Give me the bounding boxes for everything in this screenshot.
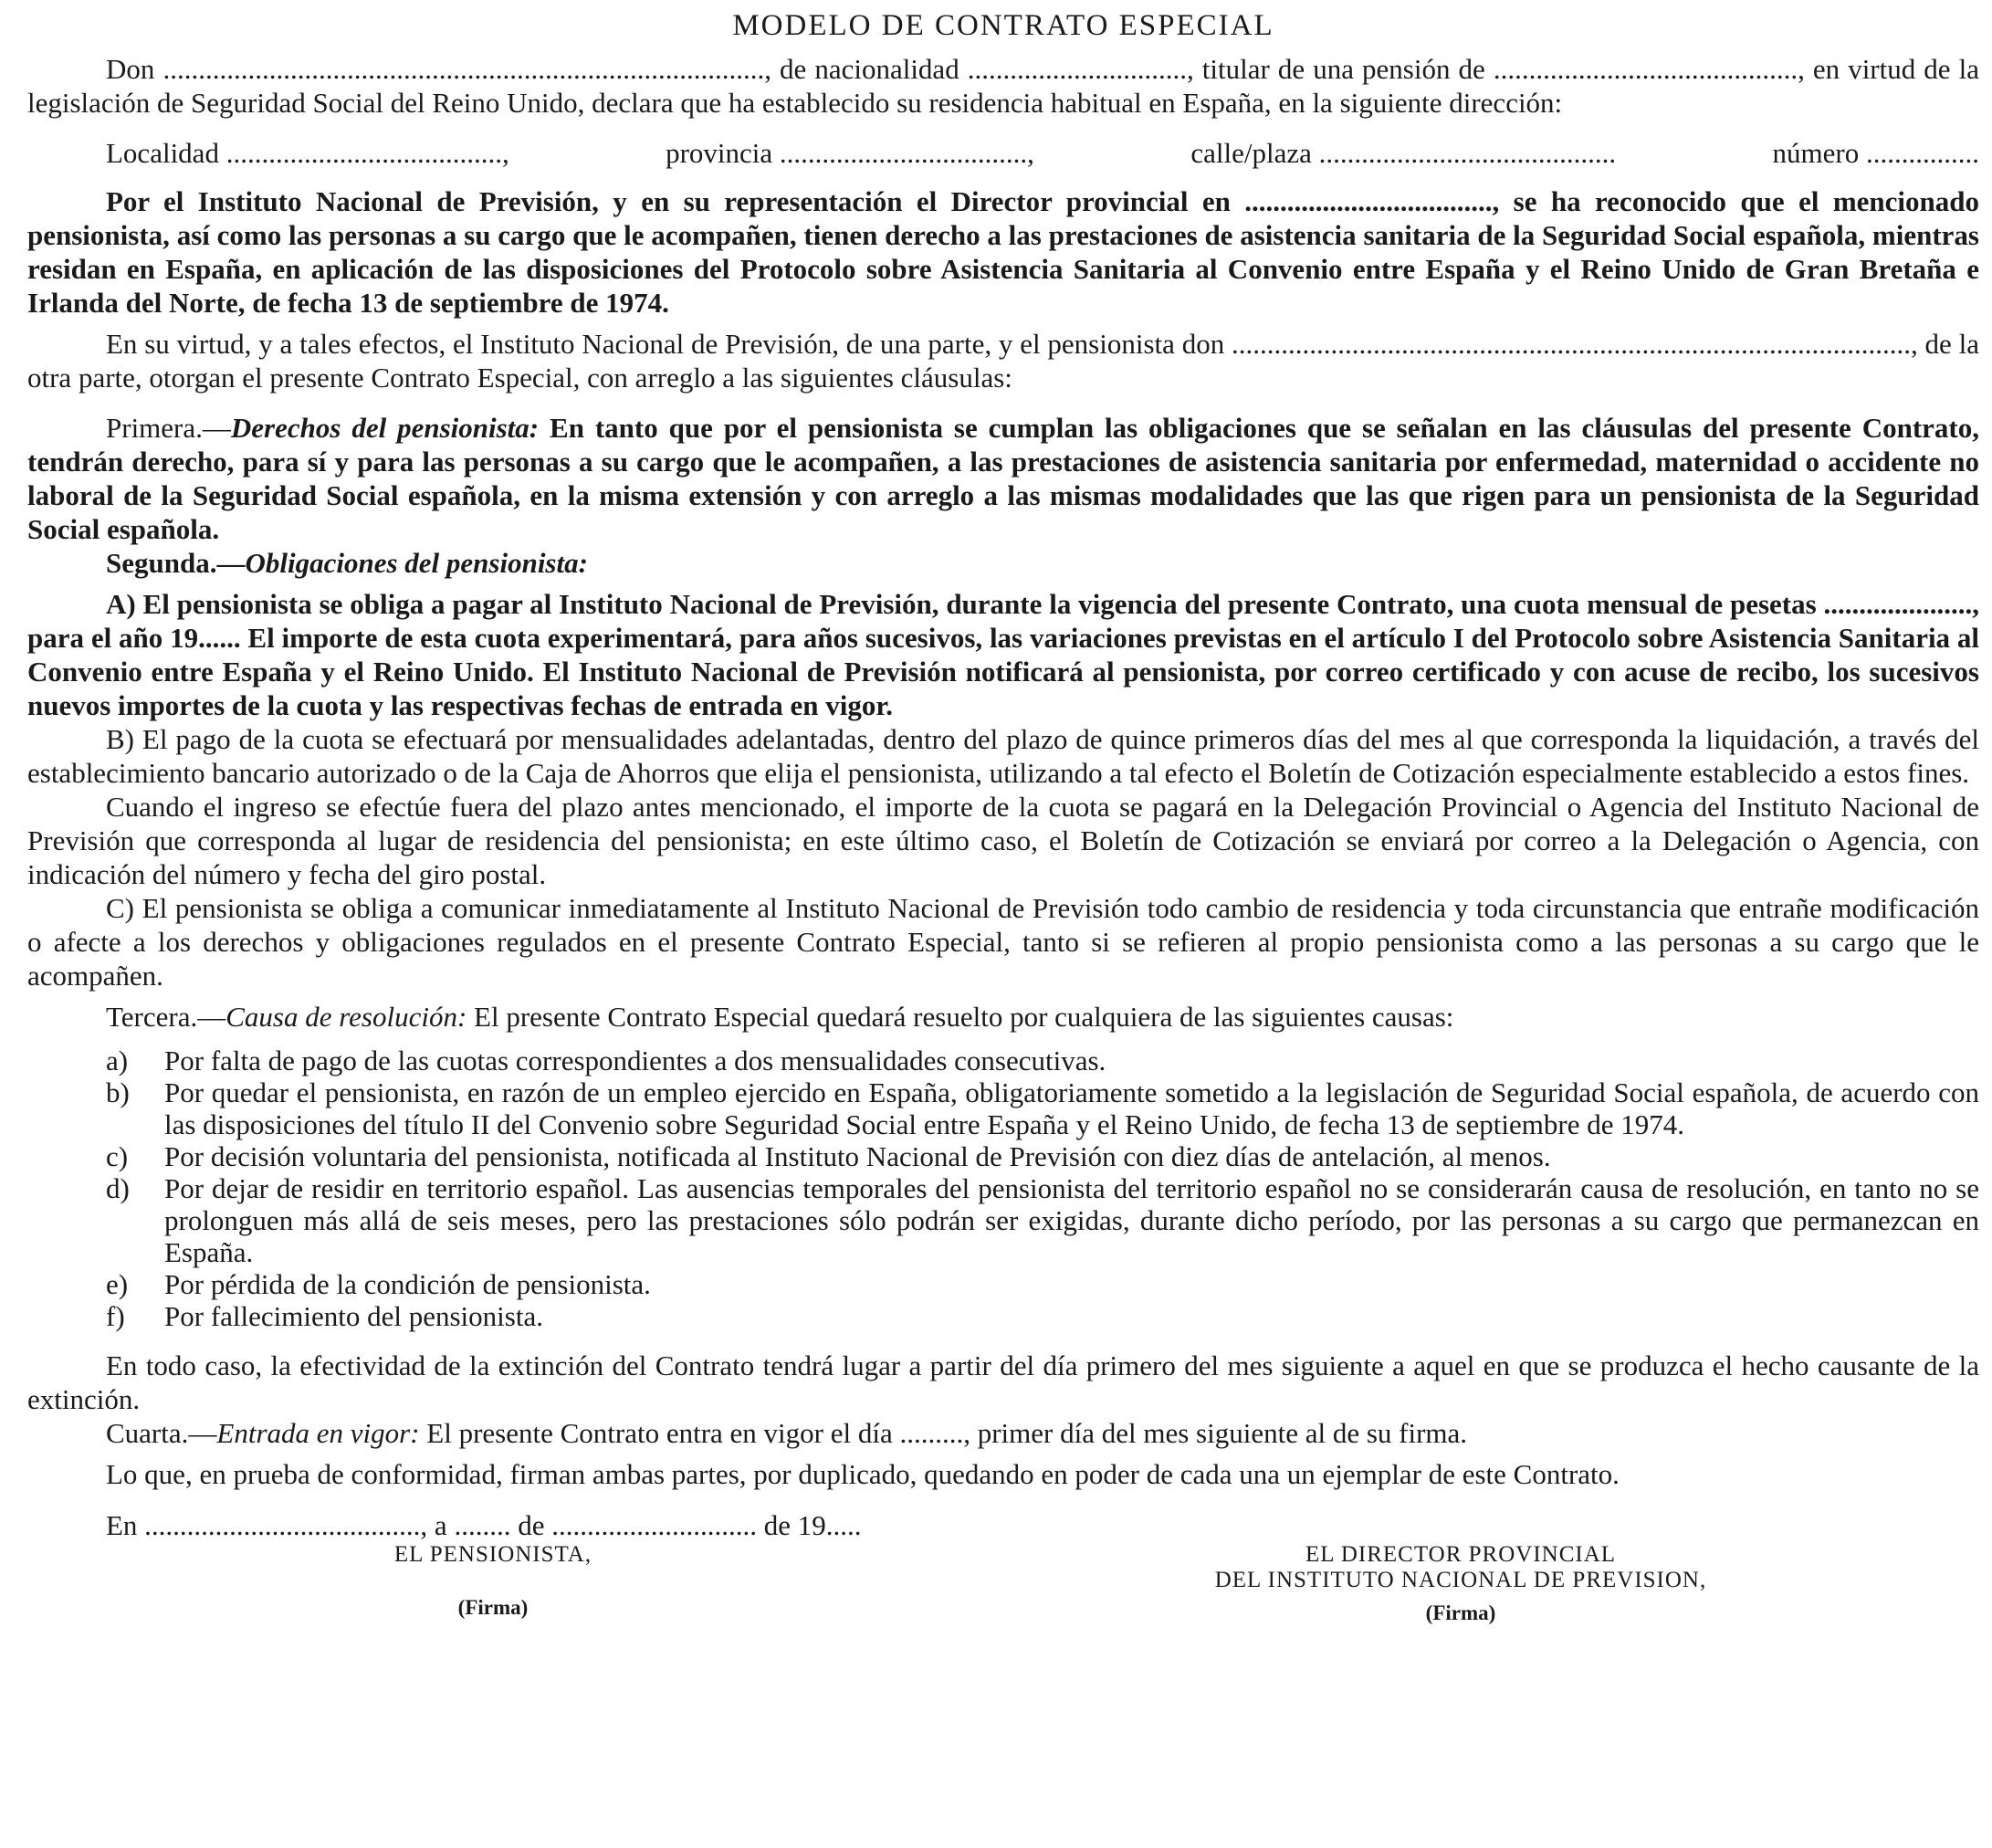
signature-director-title-1: EL DIRECTOR PROVINCIAL bbox=[1305, 1542, 1617, 1567]
signature-pensionista-title: EL PENSIONISTA, bbox=[393, 1542, 592, 1567]
list-item: d) Por dejar de residir en territorio español. Las ausencias temporales del pensionista del territorio español no se considerarán causa de resolución, en tanto no se prolonguen más allá de seis meses, pero las prestaciones sólo podrán ser exigidas, durante dicho período, por las personas a su cargo que permanezcan en España. bbox=[106, 1172, 1979, 1268]
clause-tercera-text: El presente Contrato Especial quedará resuelto por cualquiera de las siguientes causas: bbox=[467, 1001, 1454, 1033]
clause-tercera-heading: Causa de resolución: bbox=[225, 1001, 467, 1033]
clause-primera-text: En tanto que por el pensionista se cumplan las obligaciones que se señalan en las cláusulas del presente Contrato, tendrán derecho, para sí y para las personas a su cargo que le acompañen, a las prestaciones de asistencia sanitaria por enfermedad, maternidad o accidente no laboral de la Seguridad Social española, en la misma extensión y con arreglo a las mismas modalidades que las que rigen para un pensionista de la Seguridad Social española. bbox=[27, 412, 1979, 545]
clause-segunda-c: C) El pensionista se obliga a comunicar inmediatamente al Instituto Nacional de Previsión todo cambio de residencia y toda circunstancia que entrañe modificación o afecte a los derechos y obligaciones regulados en el presente Contrato Especial, tanto si se refieren al propio pensionista como a las personas a su cargo que le acompañen. bbox=[27, 892, 1979, 992]
resolution-causes-list bbox=[27, 1045, 1979, 1332]
list-item: a) Por falta de pago de las cuotas correspondientes a dos mensualidades consecutivas. bbox=[106, 1045, 1106, 1076]
list-item: f) Por fallecimiento del pensionista. bbox=[106, 1300, 543, 1332]
clause-primera-heading: Derechos del pensionista: bbox=[230, 412, 540, 444]
address-localidad: Localidad ......................................., bbox=[106, 137, 509, 169]
signature-director-title-2: DEL INSTITUTO NACIONAL DE PREVISION, bbox=[1214, 1568, 1707, 1592]
address-provincia: provincia ..................................., bbox=[666, 137, 1034, 169]
clause-segunda-heading: Obligaciones del pensionista: bbox=[245, 547, 588, 579]
signature-director-firma: (Firma) bbox=[1425, 1601, 1496, 1624]
signature-director bbox=[1141, 1542, 1780, 1626]
list-item: e) Por pérdida de la condición de pensionista. bbox=[106, 1268, 651, 1300]
clause-primera bbox=[27, 411, 1979, 546]
recognition-paragraph: Por el Instituto Nacional de Previsión, y en su representación el Director provincial en ..................................., se ha reconocido que el mencionado pensionista, así como las personas a su cargo que le acompañen, tienen derecho a las prestaciones de asistencia sanitaria de la Seguridad Social española, mientras residan en España, en aplicación de las disposiciones del Protocolo sobre Asistencia Sanitaria al Convenio entre España y el Reino Unido de Gran Bretaña e Irlanda del Norte, de fecha 13 de septiembre de 1974. bbox=[27, 185, 1979, 319]
signature-block bbox=[27, 1542, 1979, 1679]
clause-cuarta-label: Cuarta.— bbox=[106, 1417, 217, 1449]
address-numero: número ................ bbox=[1772, 137, 1979, 169]
conformity-paragraph: Lo que, en prueba de conformidad, firman ambas partes, por duplicado, quedando en poder de cada una un ejemplar de este Contrato. bbox=[106, 1458, 1620, 1490]
place-date-line: En ......................................., a ........ de ............................. de 19..... bbox=[106, 1509, 862, 1541]
virtue-paragraph: En su virtud, y a tales efectos, el Instituto Nacional de Previsión, de una parte, y el pensionista don ................................................................................................, de la otra parte, otorgan el presente Contrato Especial, con arreglo a las siguientes cláusulas: bbox=[27, 328, 1979, 394]
document-title: MODELO DE CONTRATO ESPECIAL bbox=[732, 9, 1274, 42]
clause-cuarta-text: El presente Contrato entra en vigor el día ........., primer día del mes siguiente al de su firma. bbox=[419, 1417, 1468, 1449]
clause-cuarta-heading: Entrada en vigor: bbox=[216, 1417, 420, 1449]
list-item: c) Por decisión voluntaria del pensionista, notificada al Instituto Nacional de Previsión con diez días de antelación, al menos. bbox=[106, 1140, 1551, 1172]
clause-cuarta bbox=[27, 1416, 1979, 1450]
extinction-paragraph: En todo caso, la efectividad de la extinción del Contrato tendrá lugar a partir del día primero del mes siguiente a aquel en que se produzca el hecho causante de la extinción. bbox=[27, 1349, 1979, 1415]
clause-primera-label: Primera.— bbox=[106, 412, 231, 444]
clause-segunda-a: A) El pensionista se obliga a pagar al Instituto Nacional de Previsión, durante la vigencia del presente Contrato, una cuota mensual de pesetas ....................., para el año 19...... El importe de esta cuota experimentará, para años sucesivos, las variaciones previstas en el artículo I del Protocolo sobre Asistencia Sanitaria al Convenio entre España y el Reino Unido. El Instituto Nacional de Previsión notificará al pensionista, por correo certificado y con acuse de recibo, los sucesivos nuevos importes de la cuota y las respectivas fechas de entrada en vigor. bbox=[27, 588, 1979, 721]
clause-tercera bbox=[27, 1000, 1979, 1034]
clause-segunda-label: Segunda.— bbox=[106, 547, 246, 579]
address-calle: calle/plaza .......................................... bbox=[1190, 137, 1617, 169]
list-item: b) Por quedar el pensionista, en razón de un empleo ejercido en España, obligatoriamente sometido a la legislación de Seguridad Social española, de acuerdo con las disposiciones del título II del Convenio sobre Seguridad Social entre España y el Reino Unido, de fecha 13 de septiembre de 1974. bbox=[106, 1076, 1979, 1140]
signature-pensionista-firma: (Firma) bbox=[457, 1596, 529, 1619]
clause-segunda bbox=[27, 546, 1979, 580]
intro-paragraph: Don ....................................................................................., de nacionalidad ..............................., titular de una pensión de ..........................................., en virtud de la legislación de Seguridad Social del Reino Unido, declara que ha establecido su residencia habitual en España, en la siguiente dirección: bbox=[27, 53, 1979, 119]
clause-segunda-b2: Cuando el ingreso se efectúe fuera del plazo antes mencionado, el importe de la cuota se pagará en la Delegación Provincial o Agencia del Instituto Nacional de Previsión que corresponda al lugar de residencia del pensionista; en este último caso, el Boletín de Cotización se enviará por correo a la Delegación o Agencia, con indicación del número y fecha del giro postal. bbox=[27, 791, 1979, 890]
clause-segunda-b: B) El pago de la cuota se efectuará por mensualidades adelantadas, dentro del plazo de quince primeros días del mes al que corresponda la liquidación, a través del establecimiento bancario autorizado o de la Caja de Ahorros que elija el pensionista, utilizando a tal efecto el Boletín de Cotización especialmente establecido a estos fines. bbox=[27, 723, 1979, 789]
document-page bbox=[27, 0, 1979, 1679]
address-line bbox=[106, 136, 1979, 170]
signature-pensionista bbox=[301, 1542, 685, 1621]
clause-tercera-label: Tercera.— bbox=[106, 1001, 226, 1033]
